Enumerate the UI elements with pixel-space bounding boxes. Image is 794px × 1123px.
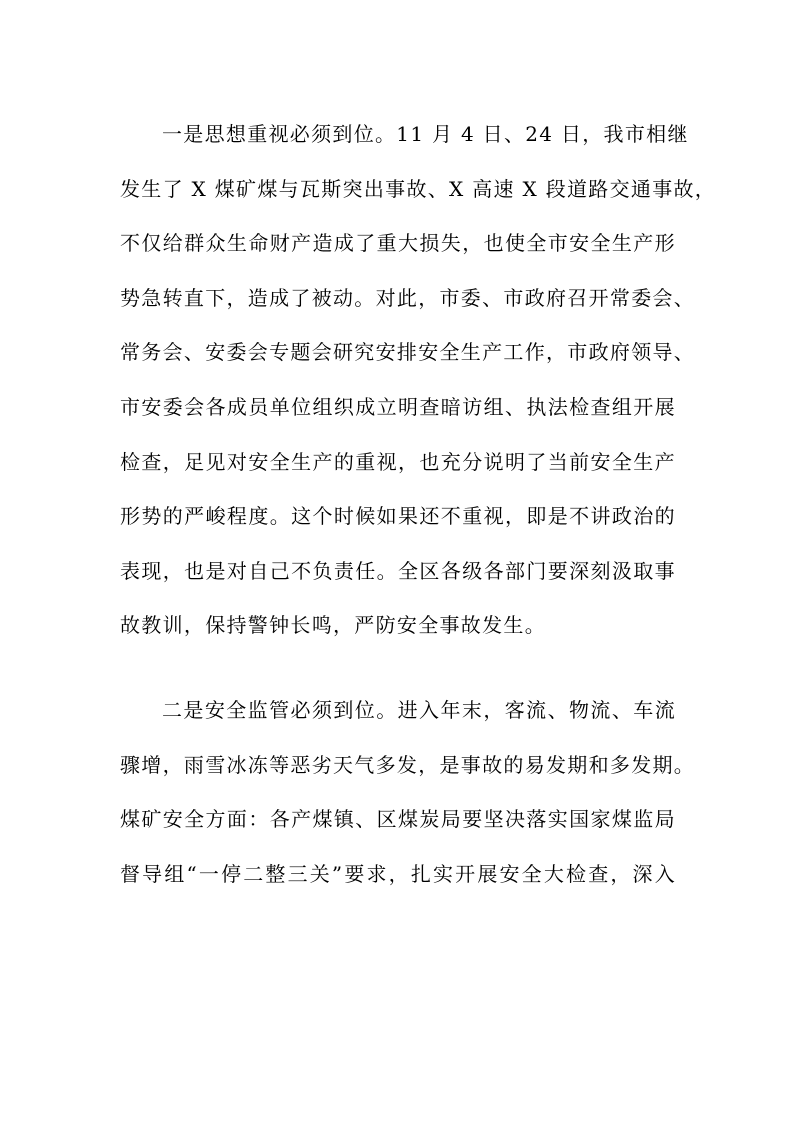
text-line: 督导组“一停二整三关”要求，扎实开展安全大检查，深入 (120, 861, 676, 886)
text-line: 表现，也是对自己不负责任。全区各级各部门要深刻汲取事 (120, 558, 676, 583)
text-line: 发生了 X 煤矿煤与瓦斯突出事故、X 高速 X 段道路交通事故， (120, 176, 717, 201)
text-line: 骤增，雨雪冰冻等恶劣天气多发，是事故的易发期和多发期。 (120, 752, 696, 777)
text-line: 故教训，保持警钟长鸣，严防安全事故发生。 (120, 613, 546, 638)
text-line: 检查，足见对安全生产的重视，也充分说明了当前安全生产 (120, 449, 676, 474)
text-line: 形势的严峻程度。这个时候如果还不重视，即是不讲政治的 (120, 504, 676, 529)
text-line: 势急转直下，造成了被动。对此，市委、市政府召开常委会、 (120, 285, 696, 310)
text-line: 市安委会各成员单位组织成立明查暗访组、执法检查组开展 (120, 394, 676, 419)
text-line: 一是思想重视必须到位。11 月 4 日、24 日，我市相继 (162, 122, 689, 146)
text-line: 煤矿安全方面：各产煤镇、区煤炭局要坚决落实国家煤监局 (120, 807, 676, 832)
document-body (120, 107, 717, 901)
text-line: 不仅给群众生命财产造成了重大损失，也使全市安全生产形 (120, 231, 676, 256)
paragraph-safety-supervision (120, 683, 696, 901)
paragraph-thinking-attention (120, 107, 717, 653)
text-line: 二是安全监管必须到位。进入年末，客流、物流、车流 (162, 697, 676, 722)
text-line: 常务会、安委会专题会研究安排安全生产工作，市政府领导、 (120, 340, 696, 365)
